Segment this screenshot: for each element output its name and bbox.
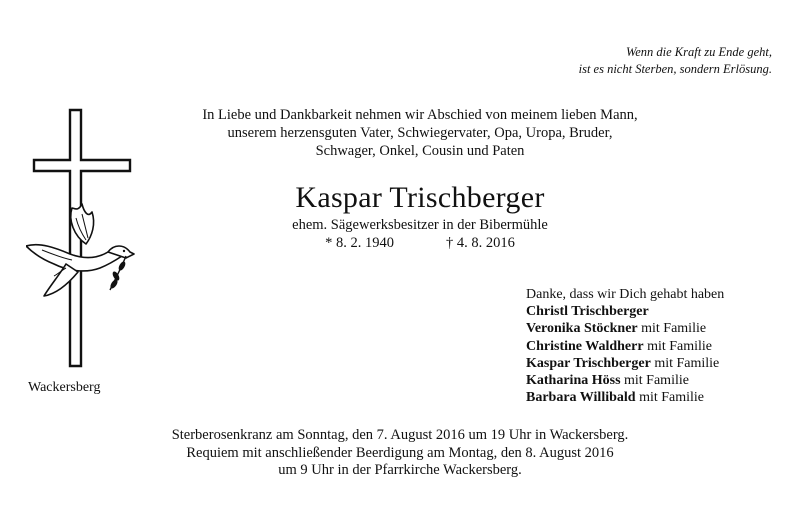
mourner-name: Veronika Stöckner [526, 321, 638, 337]
mourner-suffix: mit Familie [637, 321, 707, 337]
mourner-name: Katharina Höss [526, 373, 621, 389]
mourner-suffix: mit Familie [643, 338, 713, 354]
quote-line-2: ist es nicht Sterben, sondern Erlösung. [578, 62, 772, 76]
deceased-name: Kaspar Trischberger [295, 181, 545, 214]
place-name: Wackersberg [28, 380, 101, 395]
service-line-1: Sterberosenkranz am Sonntag, den 7. August 2016 um 19 Uhr in Wackersberg. [171, 427, 629, 443]
mourner-name: Kaspar Trischberger [526, 355, 651, 371]
deceased-occupation: ehem. Sägewerksbesitzer in der Bibermühle [292, 217, 548, 233]
mourner-row [526, 320, 796, 337]
mourner-row [526, 389, 796, 406]
mourner-name: Christl Trischberger [526, 304, 649, 320]
death-date: † 4. 8. 2016 [446, 235, 515, 251]
mourner-row [526, 355, 796, 372]
service-line-3: um 9 Uhr in der Pfarrkirche Wackersberg. [278, 462, 522, 478]
mourner-suffix: mit Familie [635, 390, 705, 406]
life-dates [160, 234, 680, 252]
intro-line-3: Schwager, Onkel, Cousin und Paten [315, 143, 525, 159]
intro-line-2: unserem herzensguten Vater, Schwiegervater, Opa, Uropa, Bruder, [227, 125, 613, 141]
mourner-row [526, 372, 796, 389]
service-line-2: Requiem mit anschließender Beerdigung am Montag, den 8. August 2016 [186, 444, 614, 461]
mourner-name: Christine Waldherr [526, 338, 644, 354]
mourner-row [526, 303, 796, 320]
intro-text [160, 106, 680, 160]
mourners-list [526, 286, 796, 406]
mourner-suffix: mit Familie [650, 355, 720, 371]
service-info [60, 427, 740, 480]
mourner-name: Barbara Willibald [526, 390, 636, 406]
birth-date: * 8. 2. 1940 [325, 235, 394, 251]
thanks-intro: Danke, dass wir Dich gehabt haben [526, 287, 725, 302]
intro-line-1: In Liebe und Dankbarkeit nehmen wir Abschied von meinem lieben Mann, [202, 107, 638, 123]
cross-with-dove-icon [26, 108, 141, 370]
mourner-row [526, 338, 796, 355]
quote-line-1: Wenn die Kraft zu Ende geht, [625, 45, 772, 59]
mourner-suffix: mit Familie [620, 373, 689, 389]
epigraph-quote [472, 44, 772, 78]
